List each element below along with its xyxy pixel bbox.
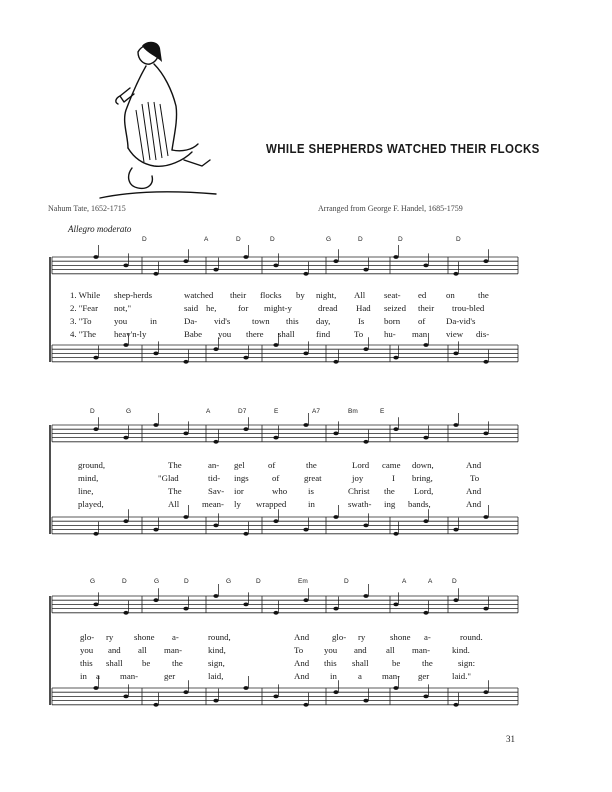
lyric-word: and xyxy=(108,645,121,655)
lyric-word: ry xyxy=(358,632,366,642)
lyric-word: a xyxy=(358,671,362,681)
chord-row-2 xyxy=(80,408,520,418)
notehead xyxy=(363,524,368,528)
lyric-word: seat- xyxy=(384,290,401,300)
lyric-word: he, xyxy=(206,303,217,313)
lyric-word: dread xyxy=(318,303,338,313)
notehead xyxy=(153,703,158,707)
chord-symbol: G xyxy=(154,578,160,585)
chord-symbol: A7 xyxy=(312,408,320,415)
lyric-verse-1 xyxy=(68,290,518,301)
lyric-word: wrapped xyxy=(256,499,287,509)
notehead xyxy=(243,255,248,259)
lyric-word: and xyxy=(354,645,367,655)
lyric-word: in xyxy=(308,499,315,509)
lyric-word: bring, xyxy=(412,473,433,483)
lyric-word: And xyxy=(294,671,310,681)
notehead xyxy=(93,427,98,431)
notehead xyxy=(363,347,368,351)
lyric-word: down, xyxy=(412,460,434,470)
lyric-word: trou-bled xyxy=(452,303,485,313)
lyric-word: shone xyxy=(390,632,411,642)
notehead xyxy=(393,356,398,360)
lyric-word: ry xyxy=(106,632,114,642)
lyric-word: shone xyxy=(134,632,155,642)
chord-symbol: D xyxy=(90,408,95,415)
notehead xyxy=(453,272,458,276)
notehead xyxy=(303,528,308,532)
notehead xyxy=(153,272,158,276)
notehead xyxy=(423,519,428,523)
notehead xyxy=(363,699,368,703)
notehead xyxy=(393,686,398,690)
chord-symbol: D xyxy=(184,578,189,585)
notehead xyxy=(123,436,128,440)
notehead xyxy=(123,519,128,523)
lyric-word: sign: xyxy=(458,658,476,668)
lyric-word: mind, xyxy=(78,473,99,483)
lyric-verse-1 xyxy=(68,632,518,643)
lyric-word: And xyxy=(466,486,482,496)
notehead xyxy=(123,695,128,699)
lyric-word: flocks xyxy=(260,290,282,300)
lyric-word: hu- xyxy=(384,329,396,339)
lyric-word: view xyxy=(446,329,464,339)
lyric-word: 4. "The xyxy=(70,329,97,339)
lyric-word: a xyxy=(96,671,100,681)
page-number: 31 xyxy=(506,734,515,744)
notehead xyxy=(453,598,458,602)
notehead xyxy=(423,611,428,615)
lyric-word: man- xyxy=(382,671,401,681)
lyric-word: you xyxy=(218,329,232,339)
song-title: WHILE SHEPHERDS WATCHED THEIR FLOCKS xyxy=(266,142,540,156)
notehead xyxy=(243,686,248,690)
lyric-word: the xyxy=(306,460,317,470)
lyric-word: the xyxy=(172,658,183,668)
chord-symbol: A xyxy=(206,408,211,415)
lyric-word: by xyxy=(296,290,305,300)
notehead xyxy=(153,352,158,356)
lyric-word: ior xyxy=(234,486,244,496)
lyric-verse-4 xyxy=(68,671,518,682)
notehead xyxy=(483,259,488,263)
notehead xyxy=(453,703,458,707)
chord-symbol: A xyxy=(428,578,433,585)
lyric-word: All xyxy=(168,499,180,509)
notehead xyxy=(423,264,428,268)
lyric-verse-2 xyxy=(68,303,518,314)
lyric-word: on xyxy=(446,290,455,300)
notehead xyxy=(273,695,278,699)
lyric-word: To xyxy=(294,645,304,655)
notehead xyxy=(333,515,338,519)
lyric-word: all xyxy=(386,645,395,655)
lyricist-credit: Nahum Tate, 1652-1715 xyxy=(48,204,126,213)
notehead xyxy=(363,594,368,598)
notehead xyxy=(333,690,338,694)
notehead xyxy=(273,611,278,615)
lyric-word: you xyxy=(80,645,94,655)
lyric-word: kind. xyxy=(452,645,470,655)
lyric-word: an- xyxy=(208,460,220,470)
lyric-word: for xyxy=(238,303,249,313)
lyric-word: sign, xyxy=(208,658,225,668)
lyric-word: find xyxy=(316,329,331,339)
lyric-word: shall xyxy=(352,658,369,668)
notehead xyxy=(453,528,458,532)
notehead xyxy=(243,532,248,536)
lyric-word: Christ xyxy=(348,486,370,496)
notehead xyxy=(273,519,278,523)
chord-symbol: D xyxy=(456,236,461,243)
chord-symbol: D xyxy=(142,236,147,243)
lyric-word: bands, xyxy=(408,499,431,509)
lyric-word: Lord xyxy=(352,460,370,470)
lyric-word: line, xyxy=(78,486,94,496)
lyric-word: glo- xyxy=(332,632,347,642)
lyric-word: Had xyxy=(356,303,371,313)
chord-symbol: E xyxy=(380,408,385,415)
lyric-word: heav'n-ly xyxy=(114,329,147,339)
lyric-word: shep-herds xyxy=(114,290,153,300)
lyric-word: not," xyxy=(114,303,132,313)
notehead xyxy=(393,603,398,607)
lyric-word: dis- xyxy=(476,329,490,339)
lyric-word: came xyxy=(382,460,401,470)
notehead xyxy=(183,515,188,519)
lyric-word: of xyxy=(418,316,426,326)
chord-symbol: Bm xyxy=(348,408,358,415)
chord-symbol: G xyxy=(326,236,332,243)
lyric-word: Lord, xyxy=(414,486,434,496)
lyric-word: ger xyxy=(164,671,176,681)
notehead xyxy=(183,360,188,364)
lyric-word: laid, xyxy=(208,671,224,681)
tempo-marking: Allegro moderato xyxy=(68,224,132,234)
lyric-word: you xyxy=(324,645,338,655)
lyric-word: Sav- xyxy=(208,486,225,496)
chord-symbol: G xyxy=(126,408,132,415)
lyric-word: all xyxy=(138,645,147,655)
lyric-word: ed xyxy=(418,290,427,300)
notehead xyxy=(393,532,398,536)
lyric-word: 2. "Fear xyxy=(70,303,99,313)
lyric-word: To xyxy=(470,473,480,483)
lyric-word: seized xyxy=(384,303,406,313)
lyric-word: day, xyxy=(316,316,331,326)
lyric-verse-2 xyxy=(68,645,518,656)
notehead xyxy=(333,259,338,263)
notehead xyxy=(273,343,278,347)
lyric-word: their xyxy=(418,303,435,313)
chord-symbol: D xyxy=(256,578,261,585)
notehead xyxy=(483,360,488,364)
lyric-word: might-y xyxy=(264,303,292,313)
lyric-word: is xyxy=(308,486,314,496)
lyric-word: this xyxy=(80,658,93,668)
lyric-word: swath- xyxy=(348,499,372,509)
lyric-word: Da- xyxy=(184,316,198,326)
lyric-word: ger xyxy=(418,671,430,681)
lyric-verse-4 xyxy=(68,329,518,340)
lyric-word: glo- xyxy=(80,632,95,642)
notehead xyxy=(243,356,248,360)
lyric-word: town xyxy=(252,316,270,326)
notehead xyxy=(93,686,98,690)
notehead xyxy=(333,432,338,436)
lyric-word: man- xyxy=(120,671,139,681)
notehead xyxy=(243,603,248,607)
lyric-word: who xyxy=(272,486,288,496)
notehead xyxy=(423,343,428,347)
chord-symbol: D xyxy=(452,578,457,585)
notehead xyxy=(153,528,158,532)
chord-symbol: A xyxy=(402,578,407,585)
chord-symbol: D xyxy=(358,236,363,243)
lyric-word: And xyxy=(466,460,482,470)
lyric-word: be xyxy=(142,658,151,668)
lyric-word: mean- xyxy=(202,499,224,509)
notehead xyxy=(123,611,128,615)
lyric-word: 1. While xyxy=(70,290,101,300)
notehead xyxy=(213,347,218,351)
lyric-word: of xyxy=(272,473,280,483)
notehead xyxy=(453,423,458,427)
notehead xyxy=(303,423,308,427)
lyric-word: And xyxy=(294,658,310,668)
chord-symbol: Em xyxy=(298,578,308,585)
lyric-word: Babe xyxy=(184,329,203,339)
lyric-word: man- xyxy=(164,645,183,655)
lyric-word: And xyxy=(294,632,310,642)
lyric-word: night, xyxy=(316,290,337,300)
notehead xyxy=(393,427,398,431)
lyric-word: played, xyxy=(78,499,104,509)
lyric-word: a- xyxy=(172,632,179,642)
chord-symbol: D xyxy=(344,578,349,585)
chord-symbol: D xyxy=(236,236,241,243)
notehead xyxy=(93,255,98,259)
notehead xyxy=(303,703,308,707)
chord-row-1 xyxy=(80,236,520,246)
notehead xyxy=(183,432,188,436)
lyric-word: there xyxy=(246,329,264,339)
notehead xyxy=(483,432,488,436)
lyric-word: their xyxy=(230,290,247,300)
notehead xyxy=(243,427,248,431)
lyric-word: the xyxy=(422,658,433,668)
lyric-word: ings xyxy=(234,473,249,483)
notehead xyxy=(93,356,98,360)
notehead xyxy=(123,264,128,268)
notehead xyxy=(483,515,488,519)
chord-symbol: D xyxy=(398,236,403,243)
chord-row-3 xyxy=(80,578,520,588)
notehead xyxy=(423,436,428,440)
lyric-word: tid- xyxy=(208,473,221,483)
chord-symbol: D xyxy=(270,236,275,243)
lyric-word: shall xyxy=(278,329,295,339)
lyric-word: round. xyxy=(460,632,483,642)
notehead xyxy=(183,607,188,611)
notehead xyxy=(483,690,488,694)
chord-symbol: D xyxy=(122,578,127,585)
arranger-credit: Arranged from George F. Handel, 1685-1759 xyxy=(318,204,463,213)
lyric-word: round, xyxy=(208,632,231,642)
lyric-word: shall xyxy=(106,658,123,668)
lyric-word: in xyxy=(330,671,337,681)
lyric-word: Is xyxy=(358,316,365,326)
lyric-word: laid." xyxy=(452,671,471,681)
lyric-verse-3 xyxy=(68,658,518,669)
lyric-word: man- xyxy=(412,645,431,655)
lyric-word: All xyxy=(354,290,366,300)
lyric-word: born xyxy=(384,316,401,326)
lyric-word: in xyxy=(80,671,87,681)
notehead xyxy=(153,423,158,427)
lyric-word: this xyxy=(324,658,337,668)
lyric-word: ground, xyxy=(78,460,106,470)
lyric-word: gel xyxy=(234,460,245,470)
lyric-word: I xyxy=(392,473,395,483)
notehead xyxy=(483,607,488,611)
lyric-word: Da-vid's xyxy=(446,316,476,326)
lyric-word: To xyxy=(354,329,364,339)
chord-symbol: E xyxy=(274,408,279,415)
notehead xyxy=(213,594,218,598)
notehead xyxy=(363,440,368,444)
notehead xyxy=(183,259,188,263)
lyric-verse-3 xyxy=(68,486,518,497)
lyric-word: 3. "To xyxy=(70,316,92,326)
notehead xyxy=(93,532,98,536)
lyric-word: a- xyxy=(424,632,431,642)
notehead xyxy=(213,699,218,703)
lyric-word: you xyxy=(114,316,128,326)
chord-symbol: A xyxy=(204,236,209,243)
notehead xyxy=(273,264,278,268)
notehead xyxy=(333,360,338,364)
lyric-word: of xyxy=(268,460,276,470)
lyric-word: in xyxy=(150,316,157,326)
notehead xyxy=(93,603,98,607)
lyric-word: be xyxy=(392,658,401,668)
lyric-verse-4 xyxy=(68,499,518,510)
notehead xyxy=(303,272,308,276)
notehead xyxy=(153,598,158,602)
notehead xyxy=(303,352,308,356)
lyric-word: great xyxy=(304,473,322,483)
chord-symbol: D7 xyxy=(238,408,247,415)
lyric-word: said xyxy=(184,303,199,313)
lyric-verse-2 xyxy=(68,473,518,484)
lyric-word: kind, xyxy=(208,645,226,655)
lyric-word: this xyxy=(286,316,299,326)
notehead xyxy=(453,352,458,356)
notehead xyxy=(333,607,338,611)
notehead xyxy=(303,598,308,602)
lyric-word: And xyxy=(466,499,482,509)
lyric-word: watched xyxy=(184,290,214,300)
lyric-word: joy xyxy=(352,473,364,483)
lyric-word: the xyxy=(478,290,489,300)
notehead xyxy=(183,690,188,694)
chord-symbol: G xyxy=(90,578,96,585)
lyric-word: vid's xyxy=(214,316,231,326)
lyric-word: man xyxy=(412,329,428,339)
lyric-word: ing xyxy=(384,499,396,509)
notehead xyxy=(213,440,218,444)
lyric-word: the xyxy=(384,486,395,496)
lyric-word: ly xyxy=(234,499,241,509)
lyric-word: The xyxy=(168,486,182,496)
notehead xyxy=(123,343,128,347)
lyric-word: "Glad xyxy=(158,473,179,483)
notehead xyxy=(213,268,218,272)
notehead xyxy=(273,436,278,440)
notehead xyxy=(423,695,428,699)
notehead xyxy=(213,524,218,528)
lyric-verse-3 xyxy=(68,316,518,327)
notehead xyxy=(393,255,398,259)
lyric-word: The xyxy=(168,460,182,470)
lyric-verse-1 xyxy=(68,460,518,471)
chord-symbol: G xyxy=(226,578,232,585)
notehead xyxy=(363,268,368,272)
